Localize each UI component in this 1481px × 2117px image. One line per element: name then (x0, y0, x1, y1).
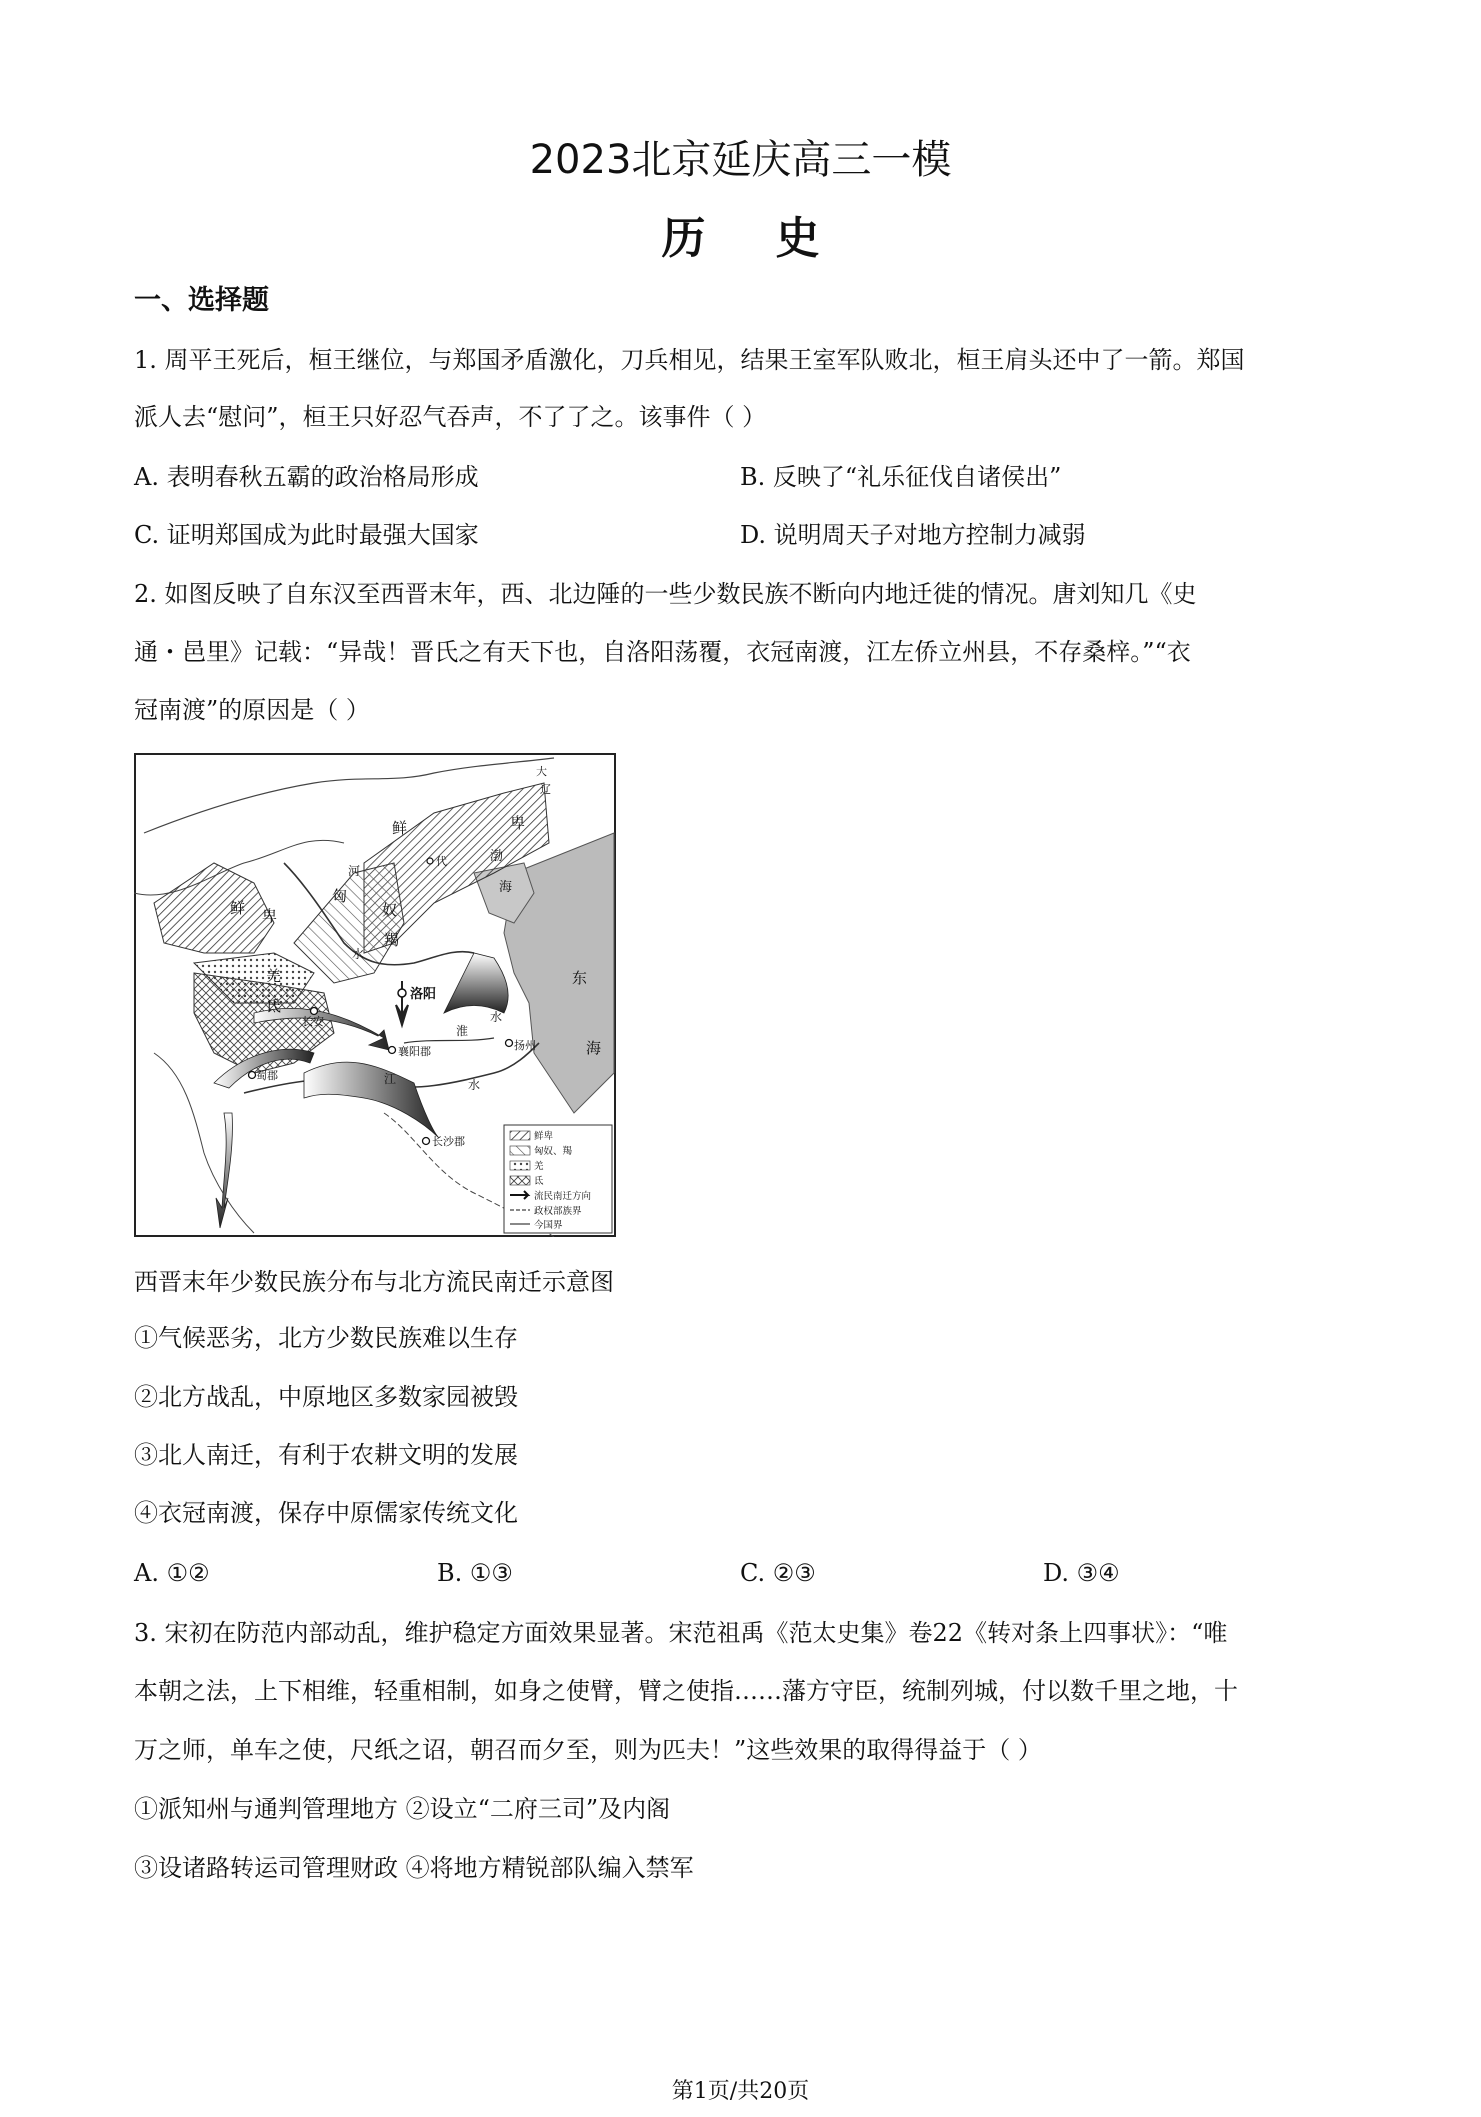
map-label-he-2: 水 (352, 947, 365, 961)
q3-stem-line2: 本朝之法，上下相维，轻重相制，如身之使臂，臂之使指……藩方守臣，统制列城，付以数千里之地，十 (134, 1677, 1238, 1705)
subject-title: 历史 (661, 213, 890, 264)
map-label-jiang-2: 水 (468, 1078, 481, 1092)
q3-statements-line1: ①派知州与通判管理地方 ②设立“二府三司”及内阁 (134, 1795, 671, 1823)
legend-xiongnu-jie: 匈奴、羯 (534, 1146, 573, 1157)
map-label-dai: 代 (436, 855, 447, 868)
q2-statement-4: ④衣冠南渡，保存中原儒家传统文化 (134, 1499, 518, 1527)
q2-stem-line3: 冠南渡”的原因是（ ） (134, 696, 370, 724)
q3-stem-line3: 万之师，单车之使，尺纸之诏，朝召而夕至，则为匹夫！”这些效果的取得得益于（ ） (134, 1736, 1042, 1764)
q2-option-d: D. ③④ (1043, 1559, 1120, 1587)
map-label-liao-2: 辽 (540, 783, 551, 796)
q1-option-c: C. 证明郑国成为此时最强大国家 (134, 521, 479, 549)
map-label-jie: 羯 (384, 931, 400, 949)
q1-stem-line2: 派人去“慰问”，桓王只好忍气吞声，不了了之。该事件（ ） (134, 403, 767, 431)
map-label-xiangyang: 襄阳郡 (398, 1045, 431, 1058)
q2-statement-3: ③北人南迁，有利于农耕文明的发展 (134, 1441, 518, 1469)
map-label-donghai-2: 海 (586, 1039, 602, 1057)
legend-national-border: 今国界 (534, 1220, 563, 1231)
q2-stem-line1: 2. 如图反映了自东汉至西晋末年，西、北边陲的一些少数民族不断向内地迁徙的情况。唐刘知几《史 (134, 580, 1197, 608)
q2-option-a: A. ①② (134, 1559, 210, 1587)
q1-option-d: D. 说明周天子对地方控制力减弱 (740, 521, 1086, 549)
map-label-xiongnu-2: 奴 (382, 901, 398, 919)
map-label-huai-2: 水 (490, 1010, 503, 1024)
map-label-xianbei-3: 鲜 (230, 899, 246, 917)
map-label-luoyang: 洛阳 (410, 987, 437, 1002)
map-label-xiongnu-1: 匈 (332, 887, 348, 905)
map-label-qiang: 羌 (266, 967, 282, 985)
map-legend (504, 1125, 612, 1233)
map-label-yangzhou: 扬州 (514, 1039, 536, 1052)
legend-xianbei: 鲜卑 (534, 1131, 554, 1142)
q2-statement-2: ②北方战乱，中原地区多数家园被毁 (134, 1383, 518, 1411)
map-label-bohai-1: 渤 (490, 849, 504, 864)
legend-migration: 流民南迁方向 (534, 1191, 592, 1202)
map-label-he-1: 河 (348, 864, 361, 878)
map-label-changsha: 长沙郡 (432, 1135, 465, 1148)
map-label-xianbei-1: 鲜 (392, 819, 408, 837)
exam-title: 2023北京延庆高三一模 (529, 137, 952, 183)
q2-statement-1: ①气候恶劣，北方少数民族难以生存 (134, 1324, 518, 1352)
q1-option-a: A. 表明春秋五霸的政治格局形成 (134, 463, 479, 491)
legend-qiang: 羌 (534, 1161, 544, 1172)
map-label-huai-1: 淮 (456, 1024, 469, 1038)
map-label-xianbei-4: 卑 (262, 907, 278, 925)
legend-di: 氐 (534, 1176, 544, 1187)
q3-statements-line2: ③设诸路转运司管理财政 ④将地方精锐部队编入禁军 (134, 1854, 694, 1882)
section-heading: 一、选择题 (134, 285, 269, 316)
map-label-di: 氐 (266, 997, 282, 1015)
map-label-jiang-1: 江 (384, 1072, 397, 1086)
q2-stem-line2: 通・邑里》记载：“异哉！晋氏之有天下也，自洛阳荡覆，衣冠南渡，江左侨立州县，不存桑梓。”“衣 (134, 638, 1191, 666)
legend-tribal-border: 政权部族界 (534, 1206, 582, 1217)
map-label-bohai-2: 海 (499, 880, 513, 895)
q3-stem-line1: 3. 宋初在防范内部动乱，维护稳定方面效果显著。宋范祖禹《范太史集》卷22《转对条上四事状》：“唯 (134, 1619, 1228, 1647)
map-caption: 西晋末年少数民族分布与北方流民南迁示意图 (134, 1268, 614, 1296)
map-label-changan: 长安 (302, 1015, 324, 1028)
migration-map (134, 753, 616, 1237)
q2-option-b: B. ①③ (437, 1559, 513, 1587)
map-label-xianbei-2: 卑 (510, 814, 526, 832)
q1-option-b: B. 反映了“礼乐征伐自诸侯出” (740, 463, 1062, 491)
map-label-liao-1: 大 (536, 765, 547, 778)
map-label-donghai-1: 东 (572, 969, 588, 987)
q1-stem-line1: 1. 周平王死后，桓王继位，与郑国矛盾激化，刀兵相见，结果王室军队败北，桓王肩头还中了一箭。郑国 (134, 346, 1245, 374)
page-footer: 第1页/共20页 (671, 2079, 810, 2104)
map-label-shu: 蜀郡 (256, 1069, 278, 1082)
q2-option-c: C. ②③ (740, 1559, 816, 1587)
